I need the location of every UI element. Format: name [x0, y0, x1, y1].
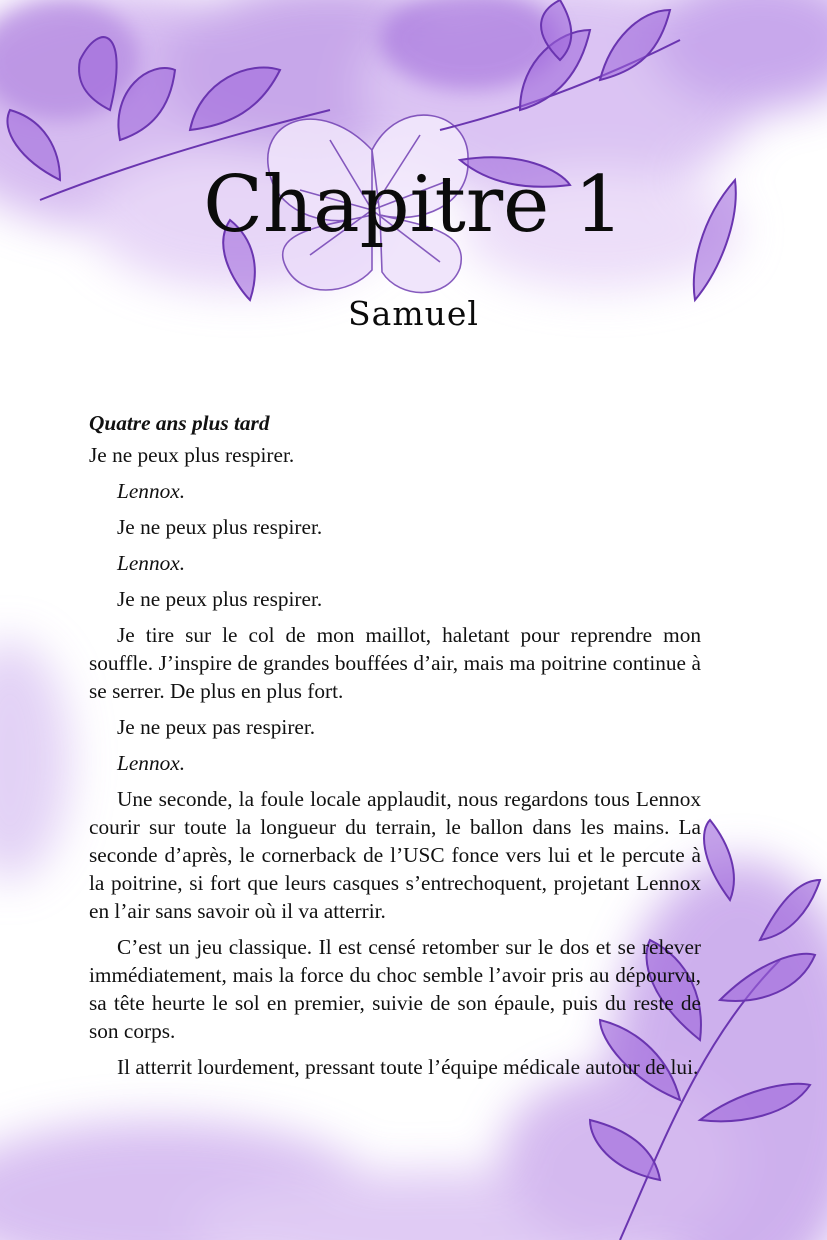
chapter-title: Chapitre 1 [203, 160, 624, 250]
paragraph-italic: Lennox. [117, 751, 186, 775]
time-marker: Quatre ans plus tard [89, 411, 270, 435]
paragraph: Je tire sur le col de mon maillot, haletant pour reprendre mon souffle. J’inspire de grandes bouffées d’air, mais ma poitrine continue à se serrer. De plus en plus fort. [89, 623, 701, 703]
paragraph: Je ne peux pas respirer. [117, 715, 316, 739]
paragraph: Une seconde, la foule locale applaudit, nous regardons tous Lennox courir sur toute la longueur du terrain, le ballon dans les mains. La seconde d’après, le cornerback de l’USC fonce vers lui et le percute à la poitrine, si fort que leurs casques s’entrechoquent, projetant Lennox en l’air sans savoir où il va atterrir. [89, 787, 701, 923]
paragraph: Je ne peux plus respirer. [117, 515, 323, 539]
chapter-narrator: Samuel [348, 294, 479, 333]
paragraph-italic: Lennox. [117, 479, 186, 503]
paragraph: C’est un jeu classique. Il est censé retomber sur le dos et se relever immédiatement, mais la force du choc semble l’avoir pris au dépourvu, sa tête heurte le sol en premier, suivie de son épaule, puis du reste de son corps. [89, 935, 701, 1043]
chapter-body [89, 409, 701, 1089]
paragraph-italic: Lennox. [117, 551, 186, 575]
paragraph: Je ne peux plus respirer. [89, 443, 295, 467]
paragraph: Il atterrit lourdement, pressant toute l’équipe médicale autour de lui. [117, 1055, 699, 1079]
paragraph: Je ne peux plus respirer. [117, 587, 323, 611]
